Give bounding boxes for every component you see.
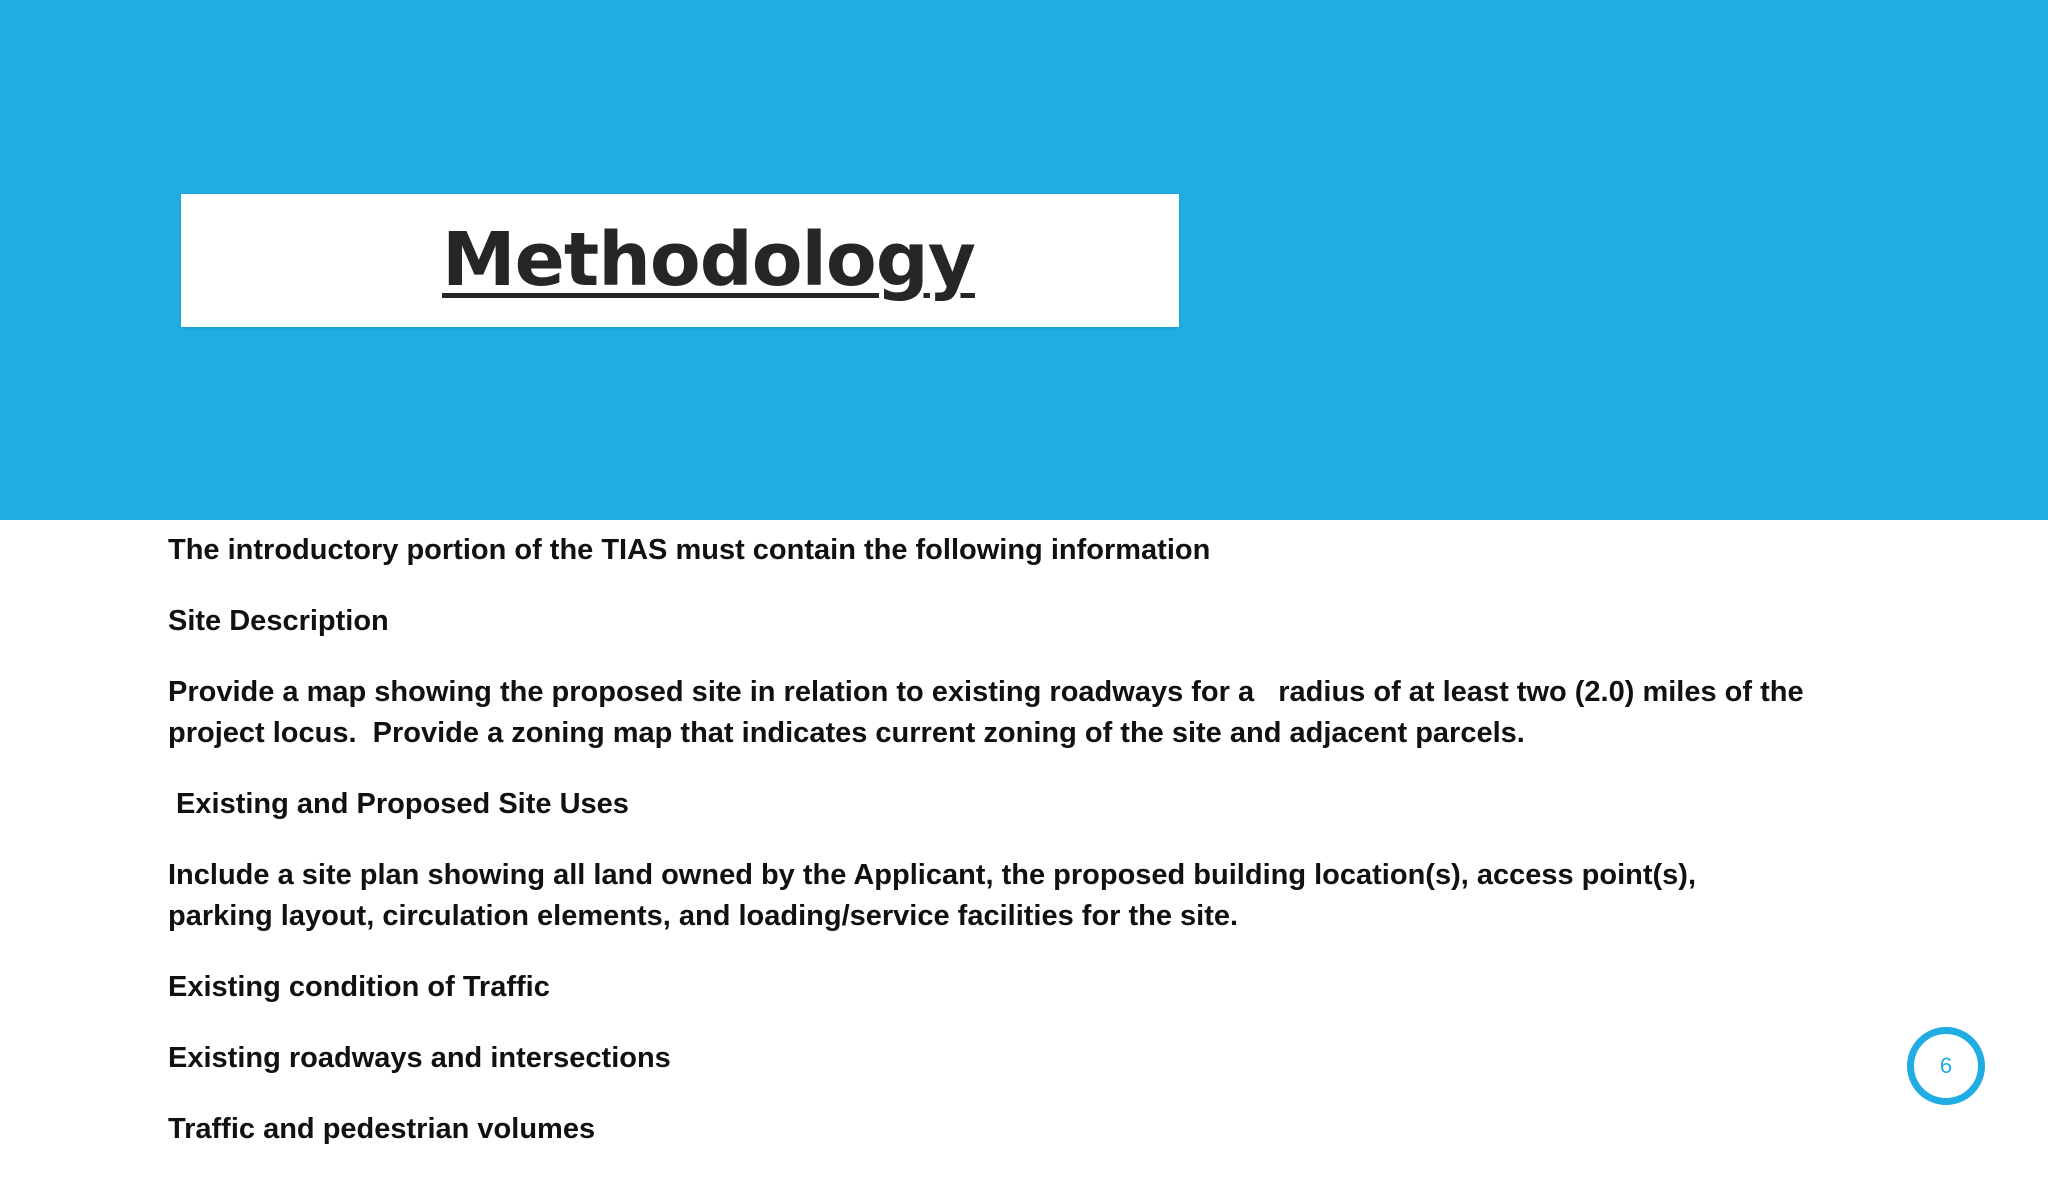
site-description-heading: Site Description — [168, 605, 389, 637]
site-description-paragraph: Provide a map showing the proposed site in relation to existing roadways for a radius of at least two (2.0) miles of the project locus. Provide a zoning map that indicates current zoning of the site and adjacent parcels. — [168, 676, 1812, 749]
roadways-heading: Existing roadways and intersections — [168, 1042, 671, 1074]
title-box — [181, 194, 1179, 327]
page-number-badge: 6 — [1907, 1027, 1985, 1105]
slide-title: Methodology — [442, 217, 975, 303]
traffic-condition-heading: Existing condition of Traffic — [168, 971, 550, 1003]
site-uses-heading: Existing and Proposed Site Uses — [168, 788, 629, 820]
intro-paragraph: The introductory portion of the TIAS must contain the following information — [168, 534, 1211, 566]
volumes-heading: Traffic and pedestrian volumes — [168, 1113, 596, 1145]
site-uses-paragraph: Include a site plan showing all land owned by the Applicant, the proposed building location(s), access point(s), parking layout, circulation elements, and loading/service facilities for the site. — [168, 859, 1697, 932]
slide-body — [168, 530, 1812, 1180]
